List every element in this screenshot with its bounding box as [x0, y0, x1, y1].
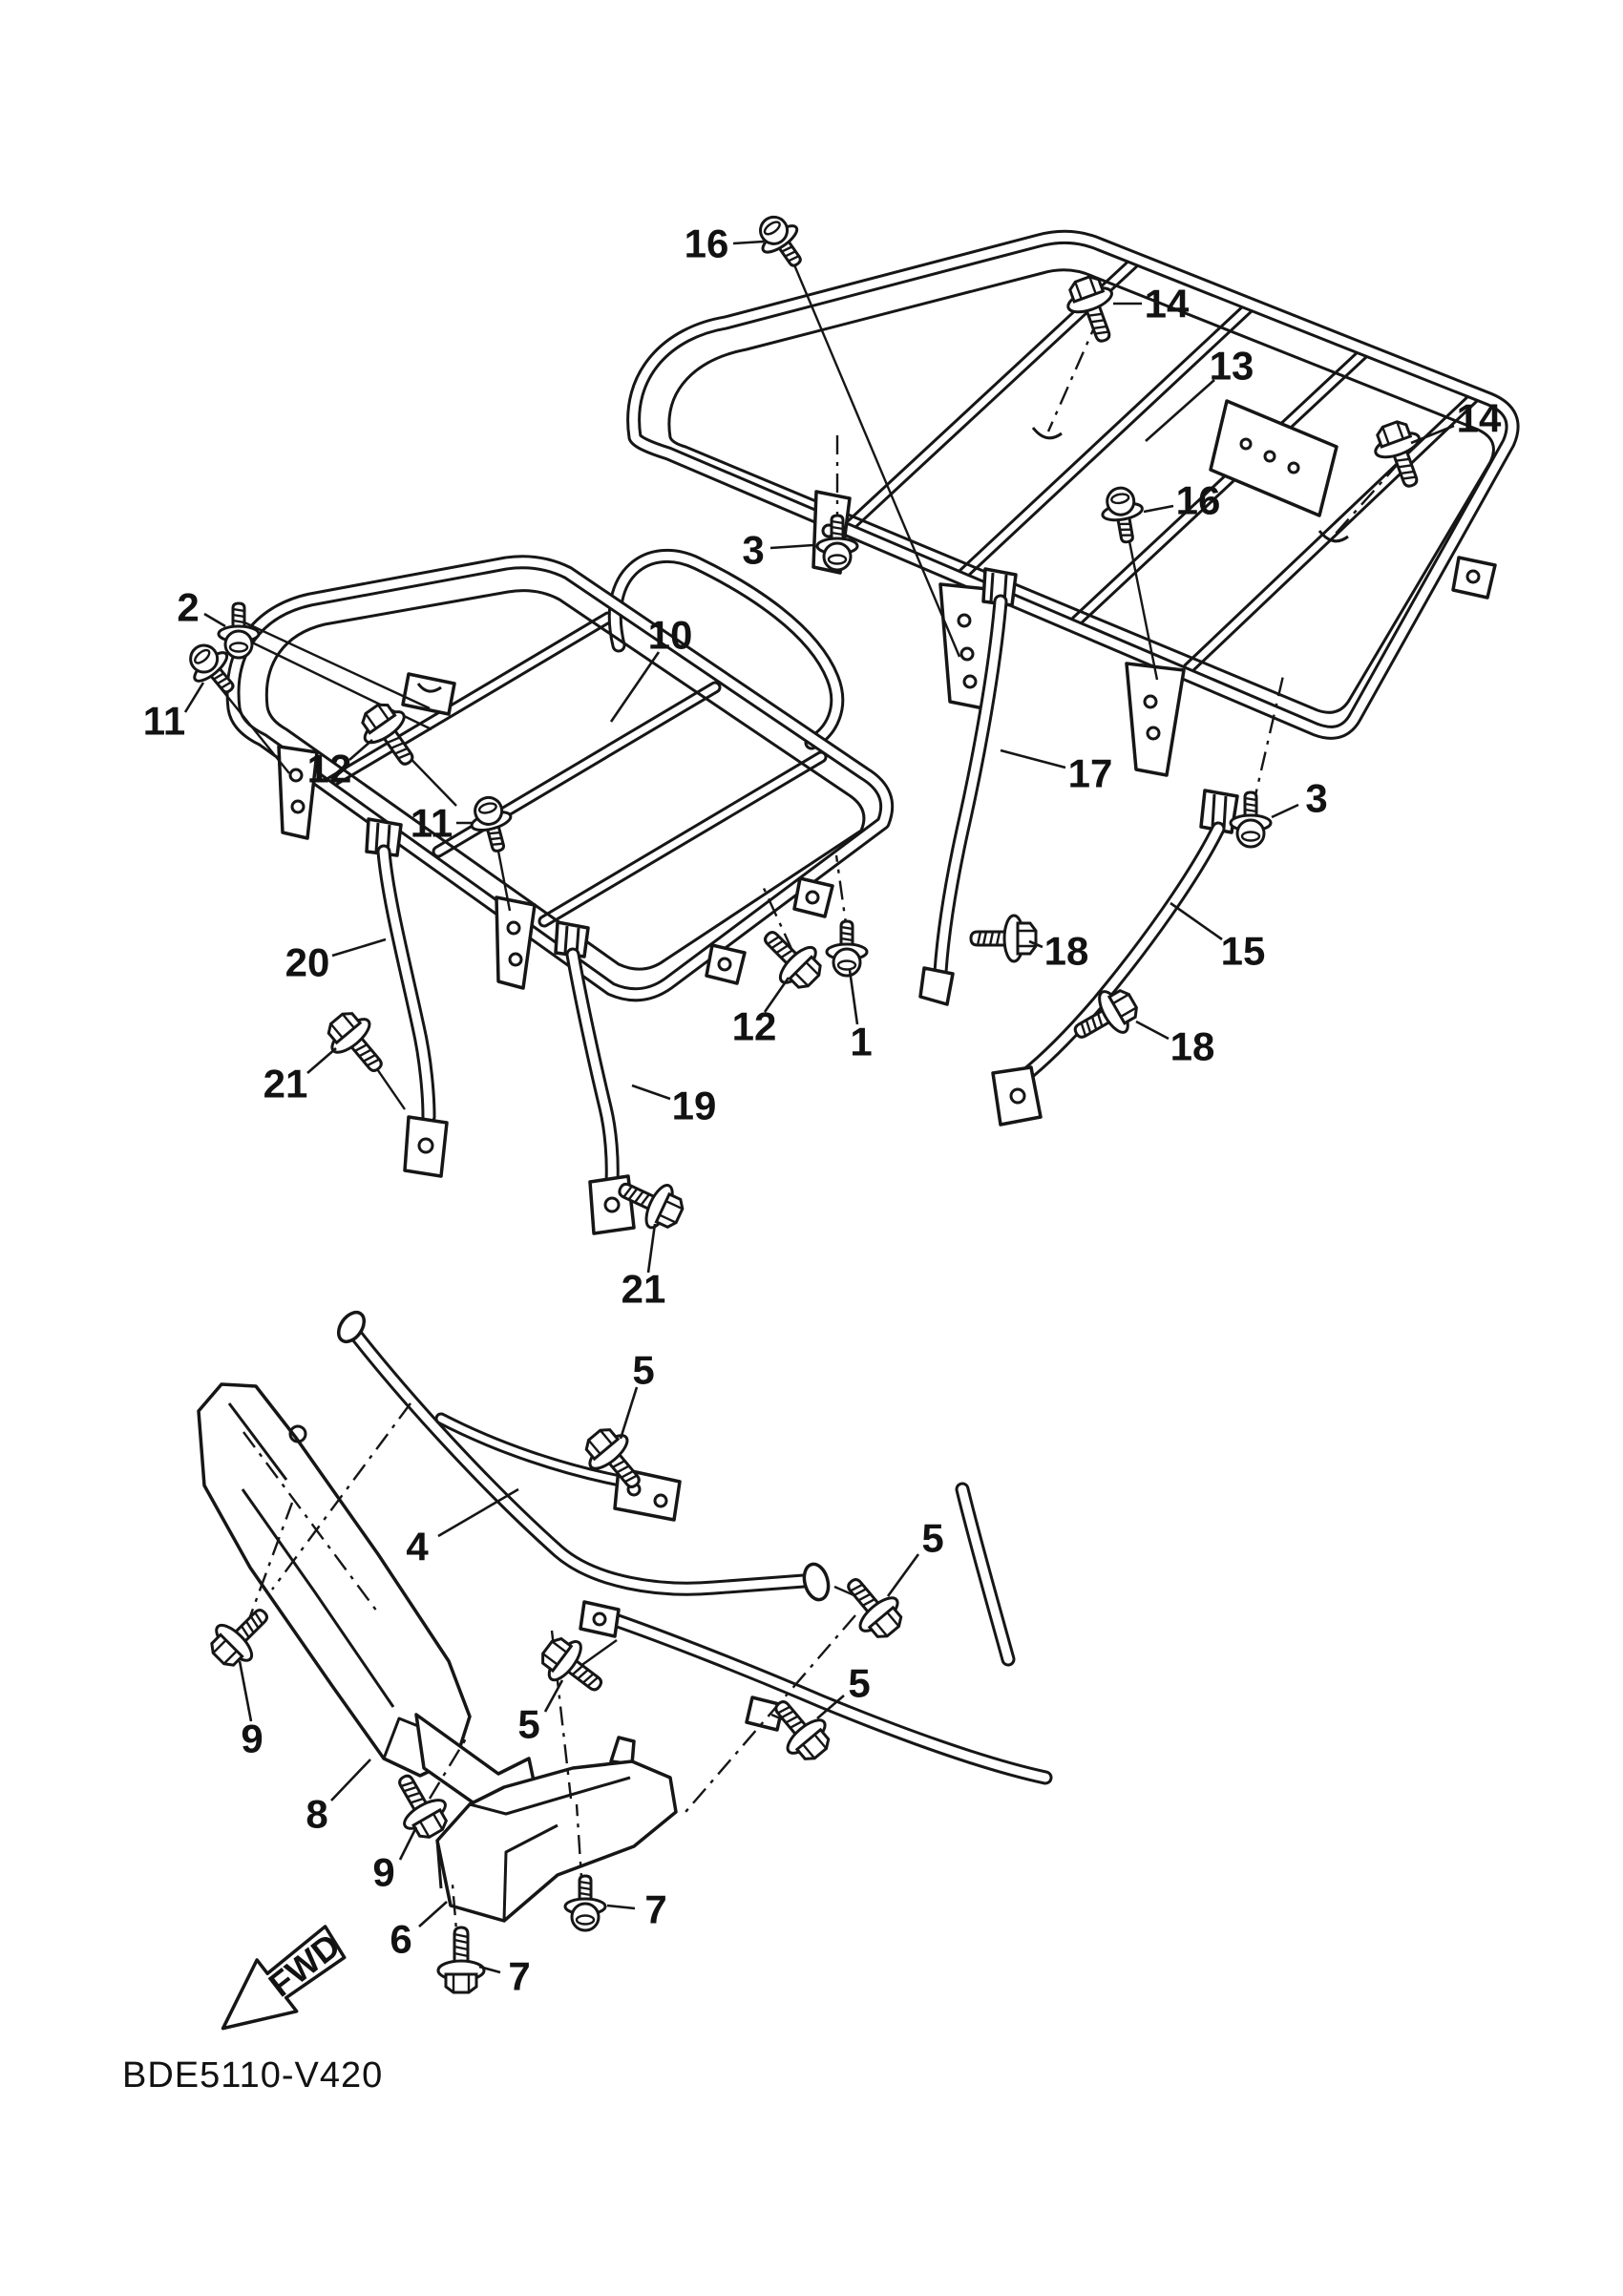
front-stay-20: [367, 819, 447, 1176]
part-label-21: 21: [621, 1266, 666, 1312]
part-label-3: 3: [742, 527, 765, 573]
flange-bolt-icon: [534, 1630, 613, 1705]
leader-line: [307, 1048, 336, 1073]
part-label-17: 17: [1067, 750, 1113, 796]
part-label-7: 7: [644, 1886, 667, 1932]
part-label-18: 18: [1043, 928, 1089, 974]
leader-line: [1272, 805, 1298, 817]
part-label-16: 16: [1175, 477, 1221, 523]
leader-line: [632, 1085, 670, 1099]
leader-line: [438, 1489, 518, 1536]
leader-line: [185, 683, 203, 712]
part-label-5: 5: [921, 1515, 944, 1561]
part-label-1: 1: [850, 1019, 873, 1064]
part-label-16: 16: [684, 221, 729, 266]
leader-line: [770, 545, 813, 548]
flange-bolt-icon: [751, 918, 830, 997]
guide-line: [1253, 676, 1283, 808]
part-label-2: 2: [177, 584, 200, 630]
part-label-9: 9: [372, 1849, 395, 1895]
leader-line: [204, 614, 225, 626]
part-label-6: 6: [390, 1916, 412, 1962]
part-label-11: 11: [410, 800, 453, 846]
part-label-5: 5: [517, 1701, 540, 1747]
part-label-14: 14: [1456, 395, 1502, 441]
button-bolt-icon: [565, 1876, 605, 1930]
leader-line: [850, 970, 857, 1024]
part-label-13: 13: [1209, 343, 1254, 389]
leader-line: [607, 1906, 635, 1908]
button-bolt-icon: [219, 603, 259, 658]
guide-line: [685, 1615, 855, 1812]
leader-line: [419, 1902, 447, 1927]
part-label-12: 12: [731, 1003, 777, 1049]
flange-bolt-icon: [438, 1927, 484, 1992]
part-label-7: 7: [508, 1953, 531, 1999]
leader-line: [1170, 903, 1222, 939]
part-label-10: 10: [647, 612, 693, 658]
leader-line: [240, 1661, 251, 1721]
leader-line: [1136, 1022, 1169, 1039]
rear-stay-15: [993, 790, 1237, 1125]
part-label-5: 5: [848, 1660, 871, 1706]
leader-line: [400, 1827, 416, 1860]
diagram-code: BDE5110-V420: [122, 2055, 384, 2096]
guide-line: [1335, 462, 1400, 535]
part-label-9: 9: [241, 1716, 263, 1761]
leader-line: [648, 1224, 655, 1273]
leader-line: [888, 1554, 918, 1596]
part-label-5: 5: [632, 1347, 655, 1393]
leader-line: [1001, 750, 1065, 768]
fwd-arrow-icon: [202, 1914, 355, 2054]
flange-bolt-icon: [833, 1567, 910, 1646]
leader-line: [611, 652, 659, 722]
button-bolt-icon: [1099, 485, 1148, 545]
leader-line: [1144, 506, 1173, 512]
flange-bolt-icon: [971, 916, 1036, 961]
flange-bolt-icon: [202, 1596, 281, 1675]
leader-line: [331, 1759, 370, 1801]
part-label-18: 18: [1170, 1023, 1215, 1069]
button-bolt-icon: [827, 921, 867, 976]
part-label-8: 8: [306, 1791, 328, 1837]
flange-bolt-icon: [319, 1004, 395, 1084]
leader-line: [733, 242, 764, 243]
fwd-label: FWD: [261, 1925, 348, 2005]
rear-carrier: [634, 237, 1512, 775]
part-label-4: 4: [406, 1524, 429, 1569]
part-label-20: 20: [285, 939, 330, 985]
part-label-19: 19: [671, 1083, 717, 1128]
part-label-21: 21: [263, 1061, 308, 1106]
leader-line: [621, 1387, 637, 1439]
part-label-3: 3: [1305, 775, 1328, 821]
leader-line: [332, 939, 386, 956]
part-label-14: 14: [1144, 281, 1190, 326]
guide-line: [214, 680, 289, 773]
part-label-11: 11: [142, 698, 186, 744]
part-label-15: 15: [1220, 928, 1266, 974]
part-label-12: 12: [306, 746, 352, 791]
